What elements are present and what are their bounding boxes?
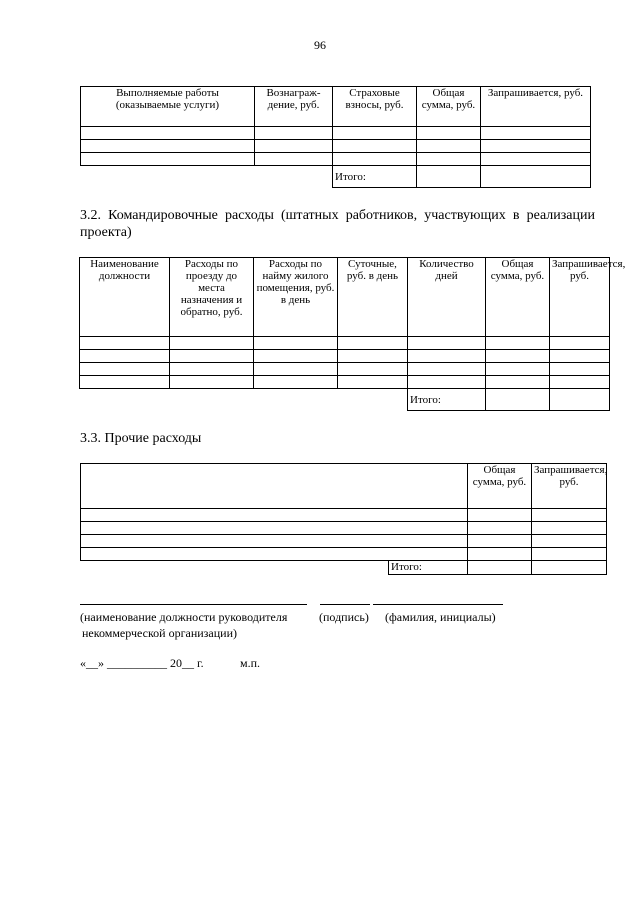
- table-cell[interactable]: [81, 509, 468, 522]
- total-cell[interactable]: [417, 166, 481, 188]
- table-cell[interactable]: [417, 140, 481, 153]
- table-cell[interactable]: [81, 140, 255, 153]
- total-cell[interactable]: [468, 561, 532, 575]
- table-cell[interactable]: [81, 153, 255, 166]
- table-cell[interactable]: [481, 140, 591, 153]
- table-row: [81, 509, 607, 522]
- table-row: [81, 140, 591, 153]
- table-row: [81, 522, 607, 535]
- header-cell: Страховые взносы, руб.: [333, 87, 417, 127]
- table-cell[interactable]: [338, 363, 408, 376]
- table-row: [80, 350, 610, 363]
- table-cell[interactable]: [486, 350, 550, 363]
- table-row: [80, 376, 610, 389]
- header-cell: Общая сумма, руб.: [486, 258, 550, 337]
- travel-expenses-table: [79, 257, 626, 411]
- section-3-2-title: 3.2. Командировочные расходы (штатных работников, участвующих в реализации проекта): [80, 208, 595, 240]
- table-cell[interactable]: [333, 127, 417, 140]
- signature-line[interactable]: [320, 604, 370, 605]
- table-cell[interactable]: [486, 363, 550, 376]
- total-cell[interactable]: [550, 389, 610, 411]
- table-cell[interactable]: [170, 337, 254, 350]
- table-row: [80, 337, 610, 350]
- total-row: [81, 166, 591, 188]
- table-cell[interactable]: [170, 363, 254, 376]
- section-3-3-title: 3.3. Прочие расходы: [80, 431, 202, 446]
- table-cell[interactable]: [550, 337, 610, 350]
- table-row: [81, 153, 591, 166]
- table-cell[interactable]: [550, 363, 610, 376]
- name-caption: (фамилия, инициалы): [385, 610, 496, 624]
- table-cell[interactable]: [81, 522, 468, 535]
- total-cell[interactable]: [481, 166, 591, 188]
- total-label: Итого:: [408, 389, 486, 411]
- table-cell[interactable]: [338, 350, 408, 363]
- header-cell: [81, 464, 468, 509]
- header-cell: Запрашивается, руб.: [481, 87, 591, 127]
- table-cell[interactable]: [333, 153, 417, 166]
- header-cell: Количество дней: [408, 258, 486, 337]
- header-cell: Запрашивается, руб.: [532, 464, 607, 509]
- table-cell[interactable]: [468, 522, 532, 535]
- table-cell[interactable]: [254, 337, 338, 350]
- table-cell[interactable]: [255, 127, 333, 140]
- table-header-row: [81, 87, 591, 127]
- header-cell: Выполняемые работы (оказываемые услуги): [81, 87, 255, 127]
- table-cell[interactable]: [408, 337, 486, 350]
- header-cell: Расходы по проезду до места назначения и обратно, руб.: [170, 258, 254, 337]
- header-cell: Расходы по найму жилого помещения, руб. в день: [254, 258, 338, 337]
- table-cell[interactable]: [408, 363, 486, 376]
- stamp-place: м.п.: [240, 656, 261, 670]
- total-row: [80, 389, 610, 411]
- total-cell[interactable]: [532, 561, 607, 575]
- table-cell[interactable]: [170, 350, 254, 363]
- table-cell[interactable]: [486, 376, 550, 389]
- position-caption: (наименование должности руководителя: [80, 610, 288, 624]
- name-signature-line[interactable]: [373, 604, 503, 605]
- table-row: [81, 535, 607, 548]
- header-cell: Суточные, руб. в день: [338, 258, 408, 337]
- table-cell[interactable]: [254, 350, 338, 363]
- total-row: [81, 561, 607, 575]
- other-expenses-table: [80, 463, 607, 575]
- table-cell[interactable]: [81, 535, 468, 548]
- table-header-row: [81, 464, 607, 509]
- table-cell[interactable]: [338, 376, 408, 389]
- table-cell[interactable]: [338, 337, 408, 350]
- sign-caption: (подпись): [319, 610, 369, 624]
- header-cell: Общая сумма, руб.: [417, 87, 481, 127]
- header-cell: Вознаграж-дение, руб.: [255, 87, 333, 127]
- table-cell[interactable]: [254, 363, 338, 376]
- table-cell[interactable]: [486, 337, 550, 350]
- table-cell[interactable]: [532, 522, 607, 535]
- table-cell[interactable]: [81, 548, 468, 561]
- total-cell[interactable]: [486, 389, 550, 411]
- table-cell[interactable]: [532, 509, 607, 522]
- table-cell[interactable]: [417, 153, 481, 166]
- table-cell[interactable]: [408, 350, 486, 363]
- page-number: 96: [314, 38, 326, 52]
- table-cell[interactable]: [81, 127, 255, 140]
- header-cell: Общая сумма, руб.: [468, 464, 532, 509]
- table-cell[interactable]: [254, 376, 338, 389]
- table-cell[interactable]: [80, 363, 170, 376]
- table-cell[interactable]: [255, 153, 333, 166]
- table-cell[interactable]: [170, 376, 254, 389]
- table-cell[interactable]: [532, 535, 607, 548]
- table-cell[interactable]: [408, 376, 486, 389]
- table-header-row: [80, 258, 610, 337]
- organization-caption: некоммерческой организации): [82, 626, 238, 640]
- table-cell[interactable]: [481, 127, 591, 140]
- total-label: Итого:: [333, 166, 417, 188]
- table-cell[interactable]: [481, 153, 591, 166]
- header-cell: Запрашивается, руб.: [550, 258, 610, 337]
- total-label: Итого:: [389, 561, 468, 575]
- position-signature-line[interactable]: [80, 604, 307, 605]
- table-cell[interactable]: [532, 548, 607, 561]
- table-cell[interactable]: [468, 548, 532, 561]
- table-cell[interactable]: [550, 376, 610, 389]
- table-cell[interactable]: [80, 376, 170, 389]
- table-cell[interactable]: [255, 140, 333, 153]
- table-cell[interactable]: [417, 127, 481, 140]
- table-cell[interactable]: [468, 535, 532, 548]
- table-cell[interactable]: [80, 350, 170, 363]
- header-cell: Наименование должности: [80, 258, 170, 337]
- table-row: [81, 548, 607, 561]
- date-line: «__» __________ 20__ г.: [80, 656, 204, 670]
- table-cell[interactable]: [550, 350, 610, 363]
- table-cell[interactable]: [333, 140, 417, 153]
- table-cell[interactable]: [80, 337, 170, 350]
- table-row: [80, 363, 610, 376]
- table-cell[interactable]: [468, 509, 532, 522]
- services-table: [80, 86, 591, 188]
- table-row: [81, 127, 591, 140]
